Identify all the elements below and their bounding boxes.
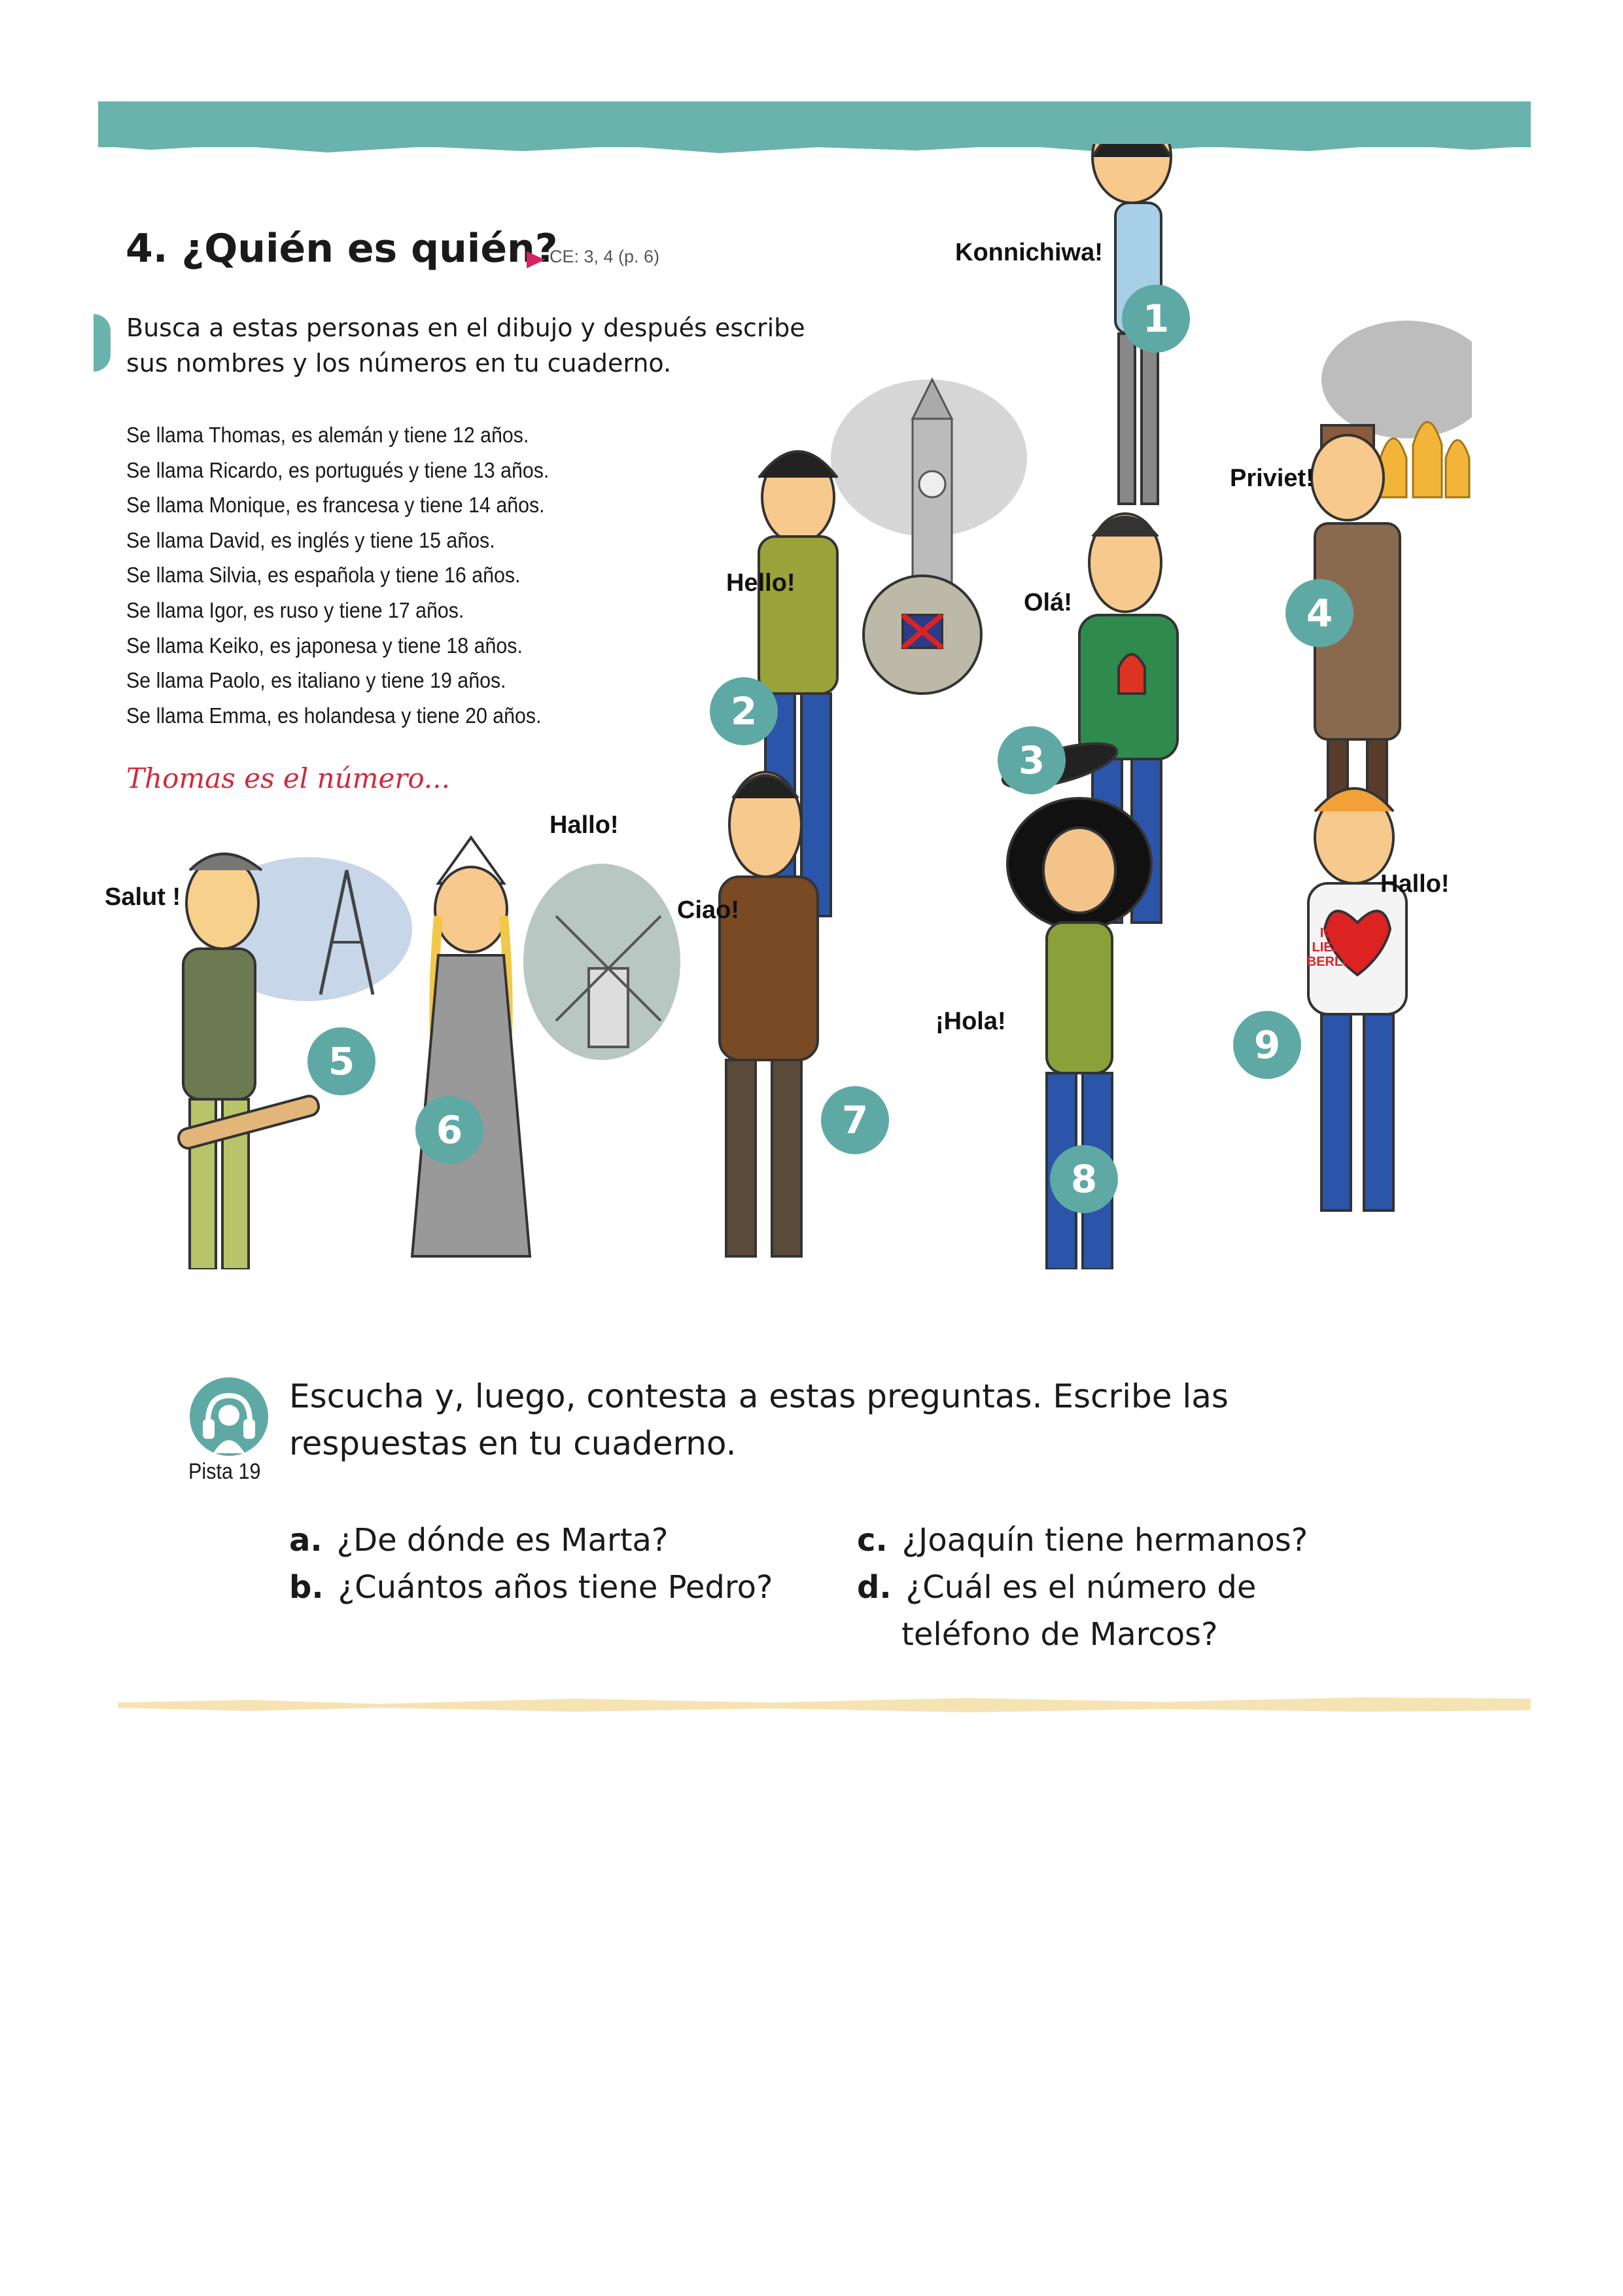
question-text: ¿De dónde es Marta? <box>336 1522 669 1559</box>
question-letter: a. <box>289 1522 323 1559</box>
question-text: ¿Joaquín tiene hermanos? <box>901 1522 1308 1559</box>
greeting-konnichiwa: Konnichiwa! <box>955 239 1103 266</box>
sentence-item: Se llama Emma, es holandesa y tiene 20 años. <box>126 703 542 728</box>
number-badge: 5 <box>307 1027 375 1095</box>
number-badge: 8 <box>1050 1145 1118 1213</box>
greeting-hallo: Hallo! <box>1380 870 1450 898</box>
question-letter: c. <box>857 1522 888 1559</box>
question-d <box>857 1564 1256 1658</box>
ce-reference: CE: 3, 4 (p. 6) <box>550 247 660 266</box>
sentence-item: Se llama Igor, es ruso y tiene 17 años. <box>126 597 464 622</box>
question-text: ¿Cuál es el número de <box>905 1569 1257 1606</box>
greeting-hallo: Hallo! <box>550 811 619 839</box>
question-b <box>289 1564 773 1611</box>
question-c <box>857 1517 1308 1564</box>
question-text: ¿Cuántos años tiene Pedro? <box>338 1569 773 1606</box>
number-badge: 2 <box>710 677 778 745</box>
sentence-item: Se llama Ricardo, es portugués y tiene 13 años. <box>126 457 550 482</box>
headphones-icon <box>188 1376 270 1457</box>
sentence-item: Se llama Silvia, es española y tiene 16 años. <box>126 563 521 588</box>
number-badge: 6 <box>415 1096 483 1164</box>
number-badge: 3 <box>998 726 1066 794</box>
track-label: Pista 19 <box>188 1459 261 1484</box>
number-badge: 1 <box>1122 285 1190 353</box>
number-badge: 7 <box>821 1086 889 1154</box>
sentence-item: Se llama David, es inglés y tiene 15 años. <box>126 527 495 552</box>
question-letter: d. <box>857 1569 892 1606</box>
listening-instruction: Escucha y, luego, contesta a estas preguntas. Escribe las respuestas en tu cuaderno. <box>289 1377 1229 1462</box>
greeting-priviet: Priviet! <box>1230 465 1314 492</box>
question-text-continuation: teléfono de Marcos? <box>901 1616 1218 1653</box>
characters-illustration <box>98 144 1472 1269</box>
question-letter: b. <box>289 1569 324 1606</box>
greeting-hola: ¡Hola! <box>935 1008 1006 1035</box>
sentence-item: Se llama Monique, es francesa y tiene 14 años. <box>126 493 545 518</box>
greeting-hello: Hello! <box>726 569 795 597</box>
question-a <box>289 1517 668 1564</box>
exercise-instruction: Busca a estas personas en el dibujo y después escribe sus nombres y los números en tu cuaderno. <box>126 313 805 378</box>
shirt-text: ICH LIEBE BERLIN <box>1306 926 1356 969</box>
sentence-item: Se llama Paolo, es italiano y tiene 19 años. <box>126 668 506 693</box>
exercise-title: 4. ¿Quién es quién? <box>126 226 558 272</box>
example-answer: Thomas es el número... <box>126 762 450 794</box>
sentence-item: Se llama Thomas, es alemán y tiene 12 años. <box>126 423 529 447</box>
greeting-salut: Salut ! <box>105 883 181 911</box>
number-badge: 9 <box>1233 1011 1301 1079</box>
bottom-color-band <box>118 1695 1531 1714</box>
number-badge: 4 <box>1285 579 1353 647</box>
greeting-ciao: Ciao! <box>677 896 739 924</box>
characters-drawing <box>98 144 1472 1269</box>
sentence-item: Se llama Keiko, es japonesa y tiene 18 años. <box>126 633 523 658</box>
greeting-ola: Olá! <box>1024 589 1072 616</box>
